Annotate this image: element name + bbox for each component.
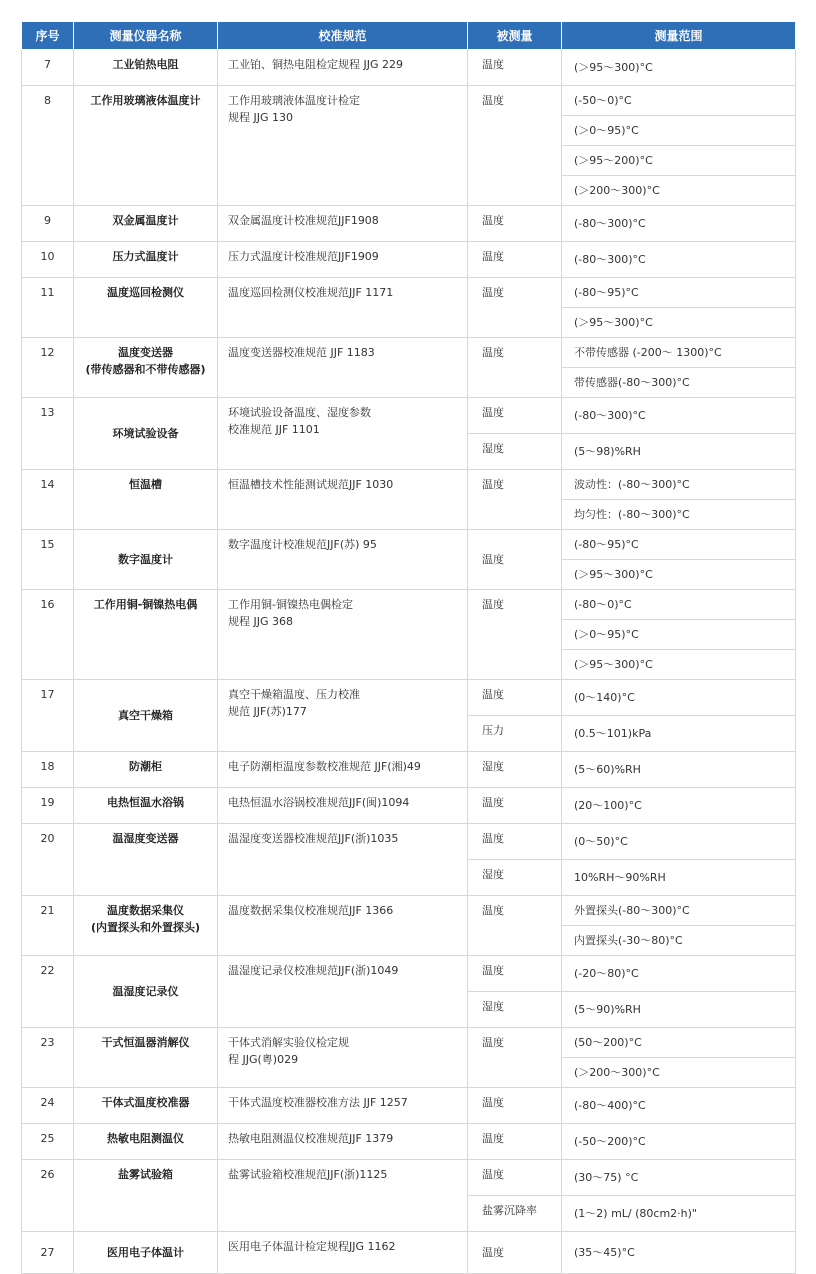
measurement-range: (-80～300)°C <box>562 206 796 242</box>
instrument-name-line: 干体式温度校准器 <box>101 1096 190 1109</box>
measurement-range: (-80～95)°C <box>562 530 796 560</box>
row-index: 27 <box>22 1232 74 1274</box>
calibration-standard-line: 干体式温度校准器校准方法 JJF 1257 <box>228 1096 408 1109</box>
header-measurand: 被测量 <box>468 22 562 50</box>
row-index: 21 <box>22 896 74 956</box>
calibration-standard <box>218 1088 468 1124</box>
measurement-range: 波动性：(-80～300)°C <box>562 470 796 500</box>
instrument-name-line: 工业铂热电阻 <box>112 58 179 71</box>
calibration-standard-line: 工作用玻璃液体温度计检定 <box>228 94 360 107</box>
table-row <box>22 278 796 308</box>
measurement-range: (＞200～300)°C <box>562 176 796 206</box>
calibration-standard <box>218 590 468 680</box>
calibration-standard-line: 干体式消解实验仪检定规 <box>228 1036 349 1049</box>
calibration-standard <box>218 896 468 956</box>
measurand: 压力 <box>468 716 562 752</box>
measurand: 温度 <box>468 278 562 338</box>
calibration-standard-line: 压力式温度计校准规范JJF1909 <box>228 250 379 263</box>
table-header-row <box>22 22 796 50</box>
calibration-standard <box>218 1124 468 1160</box>
instrument-name <box>74 824 218 896</box>
measurand: 湿度 <box>468 752 562 788</box>
measurement-range: (0～50)°C <box>562 824 796 860</box>
instrument-name-line: 工作用铜-铜镍热电偶 <box>93 598 198 611</box>
instrument-name-line: 真空干燥箱 <box>118 709 173 722</box>
row-index: 17 <box>22 680 74 752</box>
row-index: 14 <box>22 470 74 530</box>
measurement-range: (＞0～95)°C <box>562 116 796 146</box>
header-measurement-range: 测量范围 <box>562 22 796 50</box>
row-index: 7 <box>22 50 74 86</box>
header-calibration-standard: 校准规范 <box>218 22 468 50</box>
measurand: 温度 <box>468 590 562 680</box>
measurement-range: (＞95～300)°C <box>562 650 796 680</box>
instrument-name <box>74 398 218 470</box>
row-index: 20 <box>22 824 74 896</box>
instrument-name <box>74 1232 218 1274</box>
calibration-standard <box>218 1232 468 1274</box>
instrument-name-line: 数字温度计 <box>118 553 173 566</box>
calibration-standard-line: 校准规范 JJF 1101 <box>228 423 320 436</box>
measurement-range: 不带传感器 (-200～ 1300)°C <box>562 338 796 368</box>
calibration-standard-line: 温度巡回检测仪校准规范JJF 1171 <box>228 286 394 299</box>
measurement-range: (-50～0)°C <box>562 86 796 116</box>
measurement-range: (-80～0)°C <box>562 590 796 620</box>
calibration-standard <box>218 1028 468 1088</box>
calibration-standard-line: 医用电子体温计检定规程JJG 1162 <box>228 1240 396 1253</box>
measurand: 温度 <box>468 956 562 992</box>
instrument-name-line: 温度巡回检测仪 <box>107 286 184 299</box>
calibration-standard <box>218 50 468 86</box>
measurement-range: (-80～300)°C <box>562 242 796 278</box>
calibration-standard <box>218 206 468 242</box>
calibration-standard-line: 温湿度变送器校准规范JJF(浙)1035 <box>228 832 399 845</box>
instrument-name <box>74 1124 218 1160</box>
calibration-standard-line: 规程 JJG 368 <box>228 615 294 628</box>
measurand: 温度 <box>468 1124 562 1160</box>
table-row <box>22 398 796 434</box>
calibration-standard-line: 温度数据采集仪校准规范JJF 1366 <box>228 904 394 917</box>
measurand: 温度 <box>468 398 562 434</box>
instrument-name <box>74 206 218 242</box>
instrument-name-line: 盐雾试验箱 <box>118 1168 173 1181</box>
calibration-standard-line: 温度变送器校准规范 JJF 1183 <box>228 346 375 359</box>
measurand: 湿度 <box>468 434 562 470</box>
measurand: 温度 <box>468 896 562 956</box>
calibration-standard <box>218 788 468 824</box>
measurement-range: (＞95～300)°C <box>562 308 796 338</box>
calibration-standard <box>218 338 468 398</box>
calibration-table <box>21 21 796 1274</box>
table-row <box>22 1124 796 1160</box>
instrument-name-line: 工作用玻璃液体温度计 <box>90 94 201 107</box>
calibration-standard-line: 数字温度计校准规范JJF(苏) 95 <box>228 538 377 551</box>
instrument-name-line: 压力式温度计 <box>112 250 179 263</box>
calibration-standard-line: 电热恒温水浴锅校准规范JJF(闽)1094 <box>228 796 410 809</box>
measurement-range: (-20～80)°C <box>562 956 796 992</box>
calibration-standard-line: 电子防潮柜温度参数校准规范 JJF(湘)49 <box>228 760 421 773</box>
table-row <box>22 1088 796 1124</box>
row-index: 9 <box>22 206 74 242</box>
row-index: 10 <box>22 242 74 278</box>
table-row <box>22 242 796 278</box>
table-body <box>22 50 796 1274</box>
table-row <box>22 206 796 242</box>
instrument-name <box>74 86 218 206</box>
measurement-range: 10%RH～90%RH <box>562 860 796 896</box>
instrument-name-line: 干式恒温器消解仪 <box>101 1036 190 1049</box>
table-row <box>22 338 796 368</box>
calibration-standard <box>218 530 468 590</box>
row-index: 24 <box>22 1088 74 1124</box>
row-index: 19 <box>22 788 74 824</box>
row-index: 15 <box>22 530 74 590</box>
instrument-name-line: 热敏电阻测温仪 <box>107 1132 184 1145</box>
measurand: 温度 <box>468 530 562 590</box>
measurement-range: (35～45)°C <box>562 1232 796 1274</box>
measurement-range: (-80～400)°C <box>562 1088 796 1124</box>
row-index: 23 <box>22 1028 74 1088</box>
measurement-range: (＞95～300)°C <box>562 560 796 590</box>
instrument-name <box>74 50 218 86</box>
measurand: 湿度 <box>468 992 562 1028</box>
row-index: 26 <box>22 1160 74 1232</box>
instrument-name-line: 医用电子体温计 <box>107 1246 184 1259</box>
measurement-range: (-80～95)°C <box>562 278 796 308</box>
calibration-table-container <box>21 21 795 1274</box>
measurement-range: (5～98)%RH <box>562 434 796 470</box>
header-instrument-name: 测量仪器名称 <box>74 22 218 50</box>
table-row <box>22 788 796 824</box>
instrument-name <box>74 1088 218 1124</box>
instrument-name-line: 温度数据采集仪 <box>107 904 184 917</box>
table-row <box>22 1232 796 1274</box>
measurement-range: 外置探头(-80～300)°C <box>562 896 796 926</box>
measurand: 温度 <box>468 470 562 530</box>
measurement-range: (50～200)°C <box>562 1028 796 1058</box>
instrument-name <box>74 752 218 788</box>
instrument-name-line: 双金属温度计 <box>112 214 179 227</box>
table-row <box>22 470 796 500</box>
measurand: 温度 <box>468 206 562 242</box>
instrument-name-line: 电热恒温水浴锅 <box>107 796 184 809</box>
instrument-name <box>74 530 218 590</box>
measurand: 温度 <box>468 1232 562 1274</box>
instrument-name <box>74 896 218 956</box>
table-row <box>22 86 796 116</box>
measurement-range: 带传感器(-80～300)°C <box>562 368 796 398</box>
table-row <box>22 680 796 716</box>
calibration-standard-line: 热敏电阻测温仪校准规范JJF 1379 <box>228 1132 394 1145</box>
table-row <box>22 956 796 992</box>
calibration-standard-line: 工作用铜-铜镍热电偶检定 <box>228 598 353 611</box>
row-index: 22 <box>22 956 74 1028</box>
measurement-range: (0.5～101)kPa <box>562 716 796 752</box>
measurand: 湿度 <box>468 860 562 896</box>
instrument-name-line: 恒温槽 <box>129 478 162 491</box>
instrument-name <box>74 590 218 680</box>
instrument-name-line: 防潮柜 <box>129 760 162 773</box>
instrument-name <box>74 278 218 338</box>
calibration-standard-line: 恒温槽技术性能测试规范JJF 1030 <box>228 478 394 491</box>
measurement-range: (-80～300)°C <box>562 398 796 434</box>
calibration-standard <box>218 470 468 530</box>
measurement-range: (＞200～300)°C <box>562 1058 796 1088</box>
measurand: 温度 <box>468 1028 562 1088</box>
row-index: 25 <box>22 1124 74 1160</box>
table-row <box>22 1160 796 1196</box>
measurement-range: (5～90)%RH <box>562 992 796 1028</box>
row-index: 12 <box>22 338 74 398</box>
measurand: 温度 <box>468 50 562 86</box>
calibration-standard-line: 程 JJG(粤)029 <box>228 1053 299 1066</box>
table-row <box>22 896 796 926</box>
calibration-standard-line: 工业铂、铜热电阻检定规程 JJG 229 <box>228 58 404 71</box>
measurand: 温度 <box>468 1088 562 1124</box>
calibration-standard <box>218 956 468 1028</box>
measurement-range: (＞95～300)°C <box>562 50 796 86</box>
calibration-standard <box>218 1160 468 1232</box>
calibration-standard <box>218 86 468 206</box>
instrument-name <box>74 1160 218 1232</box>
measurement-range: (0～140)°C <box>562 680 796 716</box>
instrument-name <box>74 338 218 398</box>
instrument-name <box>74 956 218 1028</box>
measurement-range: 内置探头(-30～80)°C <box>562 926 796 956</box>
row-index: 16 <box>22 590 74 680</box>
instrument-name <box>74 680 218 752</box>
measurement-range: (1～2) mL/ (80cm2·h)" <box>562 1196 796 1232</box>
row-index: 11 <box>22 278 74 338</box>
calibration-standard-line: 温湿度记录仪校准规范JJF(浙)1049 <box>228 964 399 977</box>
instrument-name <box>74 788 218 824</box>
table-row <box>22 752 796 788</box>
measurand: 温度 <box>468 338 562 398</box>
calibration-standard <box>218 242 468 278</box>
measurement-range: (20～100)°C <box>562 788 796 824</box>
instrument-name <box>74 242 218 278</box>
calibration-standard-line: 真空干燥箱温度、压力校准 <box>228 688 360 701</box>
calibration-standard <box>218 680 468 752</box>
instrument-name <box>74 470 218 530</box>
calibration-standard-line: 规程 JJG 130 <box>228 111 294 124</box>
measurand: 温度 <box>468 824 562 860</box>
instrument-name-line: (内置探头和外置探头) <box>90 921 201 934</box>
row-index: 18 <box>22 752 74 788</box>
measurand: 温度 <box>468 680 562 716</box>
instrument-name-line: 环境试验设备 <box>112 427 179 440</box>
measurement-range: (-50～200)°C <box>562 1124 796 1160</box>
measurand: 盐雾沉降率 <box>468 1196 562 1232</box>
instrument-name <box>74 1028 218 1088</box>
calibration-standard-line: 盐雾试验箱校准规范JJF(浙)1125 <box>228 1168 388 1181</box>
calibration-standard <box>218 824 468 896</box>
instrument-name-line: 温度变送器 <box>118 346 173 359</box>
table-row <box>22 530 796 560</box>
measurand: 温度 <box>468 242 562 278</box>
header-index: 序号 <box>22 22 74 50</box>
measurement-range: (＞95～200)°C <box>562 146 796 176</box>
instrument-name-line: (带传感器和不带传感器) <box>85 363 206 376</box>
instrument-name-line: 温湿度变送器 <box>112 832 179 845</box>
measurement-range: (30～75) °C <box>562 1160 796 1196</box>
calibration-standard <box>218 278 468 338</box>
table-row <box>22 590 796 620</box>
row-index: 13 <box>22 398 74 470</box>
instrument-name-line: 温湿度记录仪 <box>112 985 179 998</box>
measurand: 温度 <box>468 788 562 824</box>
calibration-standard <box>218 752 468 788</box>
measurand: 温度 <box>468 1160 562 1196</box>
table-row <box>22 50 796 86</box>
calibration-standard <box>218 398 468 470</box>
table-row <box>22 1028 796 1058</box>
measurement-range: 均匀性：(-80～300)°C <box>562 500 796 530</box>
measurement-range: (5～60)%RH <box>562 752 796 788</box>
table-row <box>22 824 796 860</box>
calibration-standard-line: 环境试验设备温度、湿度参数 <box>228 406 371 419</box>
measurand: 温度 <box>468 86 562 206</box>
measurement-range: (＞0～95)°C <box>562 620 796 650</box>
calibration-standard-line: 双金属温度计校准规范JJF1908 <box>228 214 379 227</box>
row-index: 8 <box>22 86 74 206</box>
calibration-standard-line: 规范 JJF(苏)177 <box>228 705 307 718</box>
